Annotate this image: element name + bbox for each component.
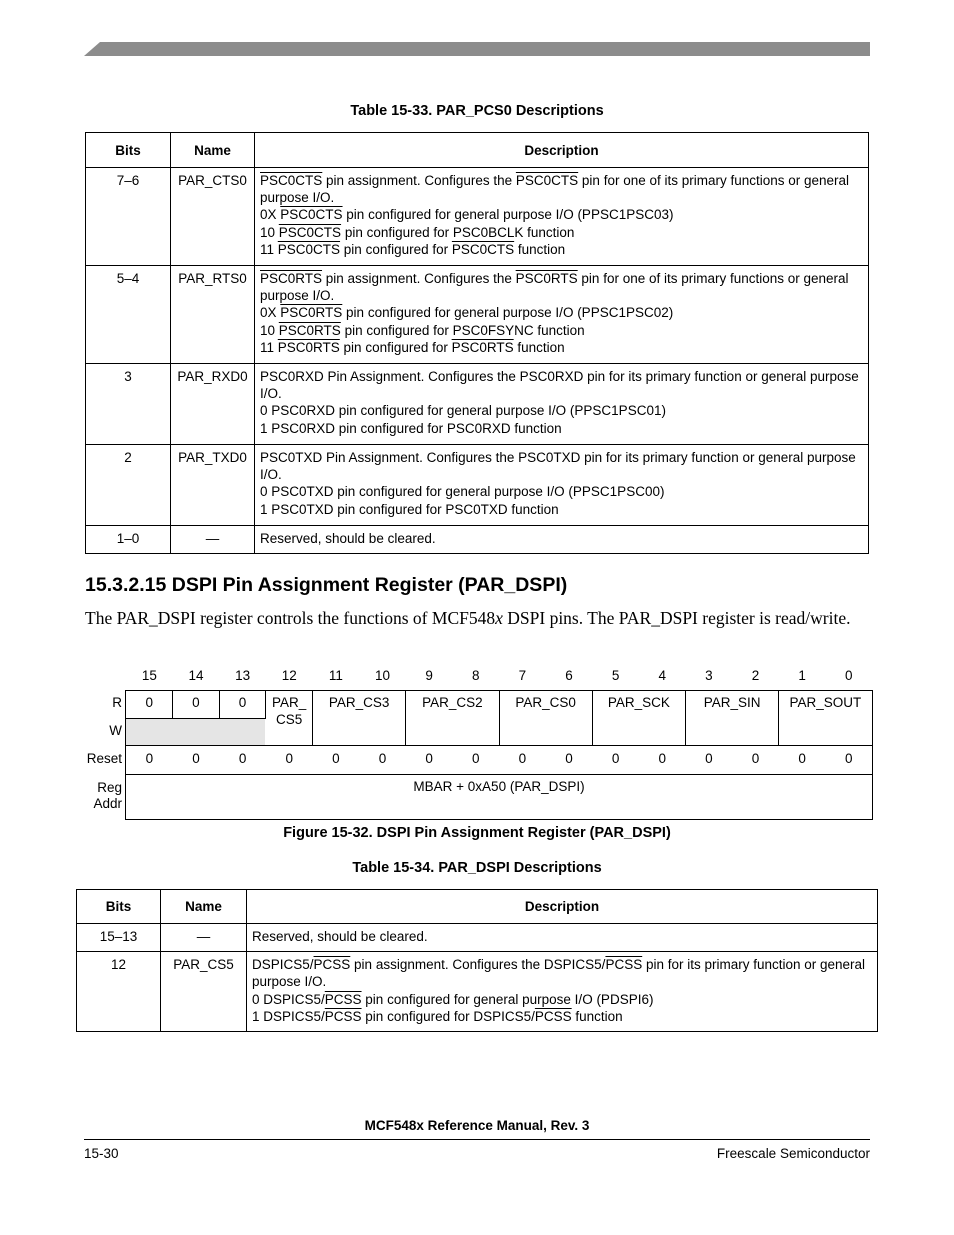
description-text: 0 PSC0RXD pin configured for general purpose I/O (PPSC1PSC01) [260, 403, 666, 419]
bit-number: 7 [518, 668, 527, 683]
description-text: PSC0TXD Pin Assignment. Configures the PSC0TXD pin for its primary function or general purpose I/O. [260, 450, 856, 483]
section-heading: 15.3.2.15 DSPI Pin Assignment Register (PAR_DSPI) [85, 574, 568, 596]
bit-number: 2 [751, 668, 760, 683]
bits-cell: 15–13 [77, 924, 161, 952]
register-field: 0 [238, 695, 247, 710]
field-label: CS5 [276, 712, 303, 727]
company-name: Freescale Semiconductor [716, 1146, 870, 1161]
description-text: pin assignment. Configures the DSPICS5/ [350, 957, 606, 973]
column-header: Bits [77, 890, 161, 924]
name-cell: — [161, 924, 247, 952]
reset-value: 0 [798, 751, 806, 766]
bit-number: 6 [565, 668, 573, 683]
table-caption: Table 15-33. PAR_PCS0 Descriptions [350, 103, 604, 119]
description-text: pin configured for general purpose I/O (PPSC1PSC03) [342, 207, 674, 223]
active-low-signal: PCSS [534, 1008, 572, 1024]
description-text: pin configured for [339, 339, 452, 355]
description-line [252, 991, 872, 1008]
bits-cell: 2 [86, 445, 171, 526]
reset-value: 0 [751, 751, 760, 766]
reset-value: 0 [332, 751, 340, 766]
column-header: Description [255, 133, 869, 168]
active-low-signal: PCSS [324, 1008, 362, 1024]
description-text: pin configured for DSPICS5/ [361, 1008, 535, 1024]
description-text: function [514, 241, 566, 257]
bit-number: 13 [235, 668, 251, 683]
page-number: 15-30 [84, 1146, 119, 1161]
register-field: PAR_SOUT [789, 695, 862, 710]
figure-caption: Figure 15-32. DSPI Pin Assignment Register (PAR_DSPI) [283, 825, 671, 841]
description-text: pin configured for general purpose I/O (PDSPI6) [361, 991, 654, 1007]
body-paragraph: The PAR_DSPI register controls the functions of MCF548x DSPI pins. The PAR_DSPI register is read/write. [85, 608, 851, 628]
register-address: MBAR + 0xA50 (PAR_DSPI) [413, 779, 585, 794]
reset-value: 0 [192, 751, 200, 766]
description-text: 0X [260, 305, 281, 321]
register-field: PAR_CS3 [328, 695, 390, 710]
bit-number: 14 [188, 668, 204, 683]
description-line [252, 1008, 872, 1025]
description-text: 1 PSC0TXD pin configured for PSC0TXD function [260, 501, 559, 517]
reset-value: 0 [285, 751, 293, 766]
active-low-signal: PSC0CTS [515, 173, 579, 188]
reset-value: 0 [844, 751, 853, 766]
manual-title: MCF548x Reference Manual, Rev. 3 [364, 1118, 590, 1133]
description-line [252, 928, 872, 945]
reset-value: 0 [611, 751, 620, 766]
bit-number: 0 [844, 668, 853, 683]
description-text: 10 [260, 224, 279, 240]
description-text: Reserved, should be cleared. [252, 929, 428, 944]
bit-number: 1 [798, 668, 806, 683]
description-text: pin assignment. Configures the [322, 173, 516, 188]
row-label-reset: Reset [86, 751, 122, 766]
active-low-signal: PSC0RTS [278, 322, 341, 338]
reset-value: 0 [658, 751, 666, 766]
description-cell [247, 924, 878, 952]
description-text: pin for one of its primary functions or general purpose I/O. [260, 173, 850, 206]
description-table [76, 889, 878, 1032]
description-text: PSC0RXD Pin Assignment. Configures the PSC0RXD pin for its primary function or general purpose I/O. [260, 369, 859, 402]
bit-number: 15 [141, 668, 157, 683]
reset-value: 0 [518, 751, 527, 766]
bit-number: 10 [374, 668, 390, 683]
bit-number: 11 [328, 668, 343, 683]
register-field: 0 [145, 695, 154, 710]
description-text: 10 [260, 322, 279, 338]
table-row [77, 952, 878, 1032]
active-low-signal: PCSS [324, 991, 362, 1007]
description-text: pin configured for [340, 241, 452, 257]
description-text: 0X [260, 207, 281, 223]
description-text: pin configured for PSC0FSYNC function [340, 322, 585, 338]
register-field: PAR_SCK [607, 695, 670, 710]
active-low-signal: PCSS [313, 957, 351, 973]
description-line [252, 956, 872, 990]
register-field: PAR_CS0 [515, 695, 576, 710]
row-label-reg: Reg [97, 780, 122, 795]
description-text: 0 DSPICS5/ [252, 991, 325, 1007]
description-text: function [513, 339, 565, 355]
description-text: DSPICS5/ [252, 957, 314, 973]
column-header: Name [161, 890, 247, 924]
bit-number: 3 [705, 668, 713, 683]
row-label-r: R [112, 695, 122, 710]
bit-number: 5 [611, 668, 620, 683]
reset-value: 0 [471, 751, 480, 766]
description-text: pin configured for PSC0BCLK function [341, 224, 575, 240]
bit-number: 4 [658, 668, 666, 683]
reset-value: 0 [145, 751, 154, 766]
active-low-signal: PSC0RTS [277, 339, 340, 355]
description-text: function [571, 1008, 623, 1024]
name-cell: PAR_CS5 [161, 952, 247, 1032]
register-field: PAR_CS2 [422, 695, 483, 710]
bit-number: 12 [281, 668, 297, 683]
description-text: 1 PSC0RXD pin configured for PSC0RXD function [260, 420, 562, 436]
active-low-signal: PSC0RTS [451, 339, 514, 355]
register-field: PAR_SIN [703, 695, 761, 710]
description-text: 0 PSC0TXD pin configured for general purpose I/O (PPSC1PSC00) [260, 484, 665, 500]
active-low-signal: PSC0CTS [280, 207, 343, 223]
name-cell: PAR_CTS0 [171, 168, 255, 266]
bit-number: 9 [425, 668, 433, 683]
field-label: PAR_ [272, 695, 307, 710]
bits-cell: 5–4 [86, 266, 171, 364]
register-field: 0 [192, 695, 200, 710]
description-text: pin configured for general purpose I/O (PPSC1PSC02) [342, 305, 674, 321]
column-header: Description [247, 890, 878, 924]
description-text: 1 DSPICS5/ [252, 1008, 325, 1024]
register-field [266, 694, 313, 728]
footer-rule [84, 1139, 870, 1140]
name-cell: — [171, 526, 255, 554]
reset-value: 0 [378, 751, 387, 766]
table-row [77, 924, 878, 952]
bits-cell: 3 [86, 364, 171, 445]
bit-number: 8 [471, 668, 480, 683]
name-cell: PAR_RXD0 [171, 364, 255, 445]
reset-value: 0 [425, 751, 433, 766]
name-cell: PAR_TXD0 [171, 445, 255, 526]
description-text: Reserved, should be cleared. [260, 531, 436, 546]
active-low-signal: PSC0RTS [280, 305, 343, 321]
bits-cell: 12 [77, 952, 161, 1032]
active-low-signal: PSC0CTS [278, 224, 342, 240]
active-low-signal: PCSS [605, 957, 643, 973]
name-cell: PAR_RTS0 [171, 266, 255, 364]
active-low-signal: PSC0CTS [260, 173, 323, 188]
column-header: Bits [86, 133, 171, 168]
description-text: pin for one of its primary functions or general purpose I/O. [260, 271, 849, 304]
active-low-signal: PSC0RTS [515, 271, 578, 286]
active-low-signal: PSC0CTS [277, 241, 341, 257]
reset-value: 0 [565, 751, 573, 766]
description-cell [247, 952, 878, 1032]
description-text: 11 [260, 241, 278, 257]
row-label-addr: Addr [93, 796, 122, 811]
bits-cell: 7–6 [86, 168, 171, 266]
description-text: pin assignment. Configures the [322, 271, 516, 286]
description-text: pin for its primary function or general purpose I/O. [252, 957, 866, 990]
active-low-signal: PSC0CTS [451, 241, 515, 257]
reset-value: 0 [705, 751, 713, 766]
row-label-w: W [109, 723, 122, 738]
bits-cell: 1–0 [86, 526, 171, 554]
column-header: Name [171, 133, 255, 168]
table-caption: Table 15-34. PAR_DSPI Descriptions [352, 860, 602, 876]
active-low-signal: PSC0RTS [260, 271, 323, 286]
reset-value: 0 [238, 751, 247, 766]
description-text: 11 [260, 339, 278, 355]
